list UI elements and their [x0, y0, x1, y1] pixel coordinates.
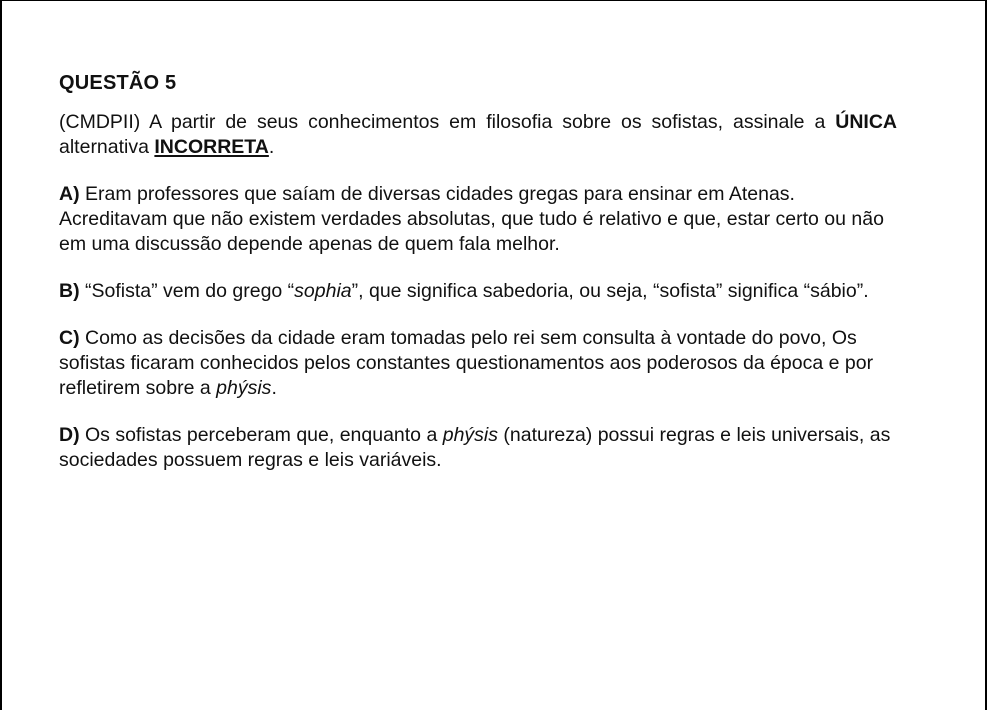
- option-c-term-physis: phýsis: [216, 377, 272, 399]
- question-title: QUESTÃO 5: [59, 72, 177, 94]
- question-block: [59, 71, 897, 495]
- option-d-text-1: Os sofistas perceberam que, enquanto a: [79, 424, 443, 446]
- option-a: [59, 182, 897, 257]
- option-b-text-2: ”, que significa sabedoria, ou seja, “sofista” significa “sábio”.: [351, 280, 869, 302]
- option-b-letter: B): [59, 280, 80, 302]
- stem-text-3: .: [268, 136, 275, 158]
- option-d-text-2: (natureza) possui regras e leis universais, as sociedades possuem regras e leis variáveis.: [59, 424, 891, 471]
- option-a-letter: A): [59, 183, 80, 205]
- option-d-term-physis: phýsis: [442, 424, 498, 446]
- option-a-text: Eram professores que saíam de diversas cidades gregas para ensinar em Atenas. Acreditavam que não existem verdades absolutas, que tudo é relativo e que, estar certo ou não em uma discussão depende apenas de quem fala melhor.: [59, 183, 884, 255]
- option-c-text-1: Como as decisões da cidade eram tomadas pelo rei sem consulta à vontade do povo, Os sofistas ficaram conhecidos pelos constantes questionamentos aos poderosos da época e por refletirem sobre a: [59, 327, 874, 399]
- stem-emphasis-incorreta: INCORRETA: [154, 136, 269, 158]
- stem-text-2: alternativa: [59, 136, 155, 158]
- option-c: [59, 326, 897, 401]
- stem-text-1: (CMDPII) A partir de seus conhecimentos em filosofia sobre os sofistas, assinale a: [59, 111, 836, 133]
- option-b: [59, 279, 897, 304]
- option-b-term-sophia: sophia: [294, 280, 352, 302]
- stem-emphasis-unica: ÚNICA: [835, 111, 897, 133]
- option-c-letter: C): [59, 327, 80, 349]
- option-d-letter: D): [59, 424, 80, 446]
- option-d: [59, 423, 897, 473]
- question-stem: [59, 110, 897, 160]
- option-c-text-2: .: [271, 377, 277, 399]
- option-b-text-1: “Sofista” vem do grego “: [79, 280, 295, 302]
